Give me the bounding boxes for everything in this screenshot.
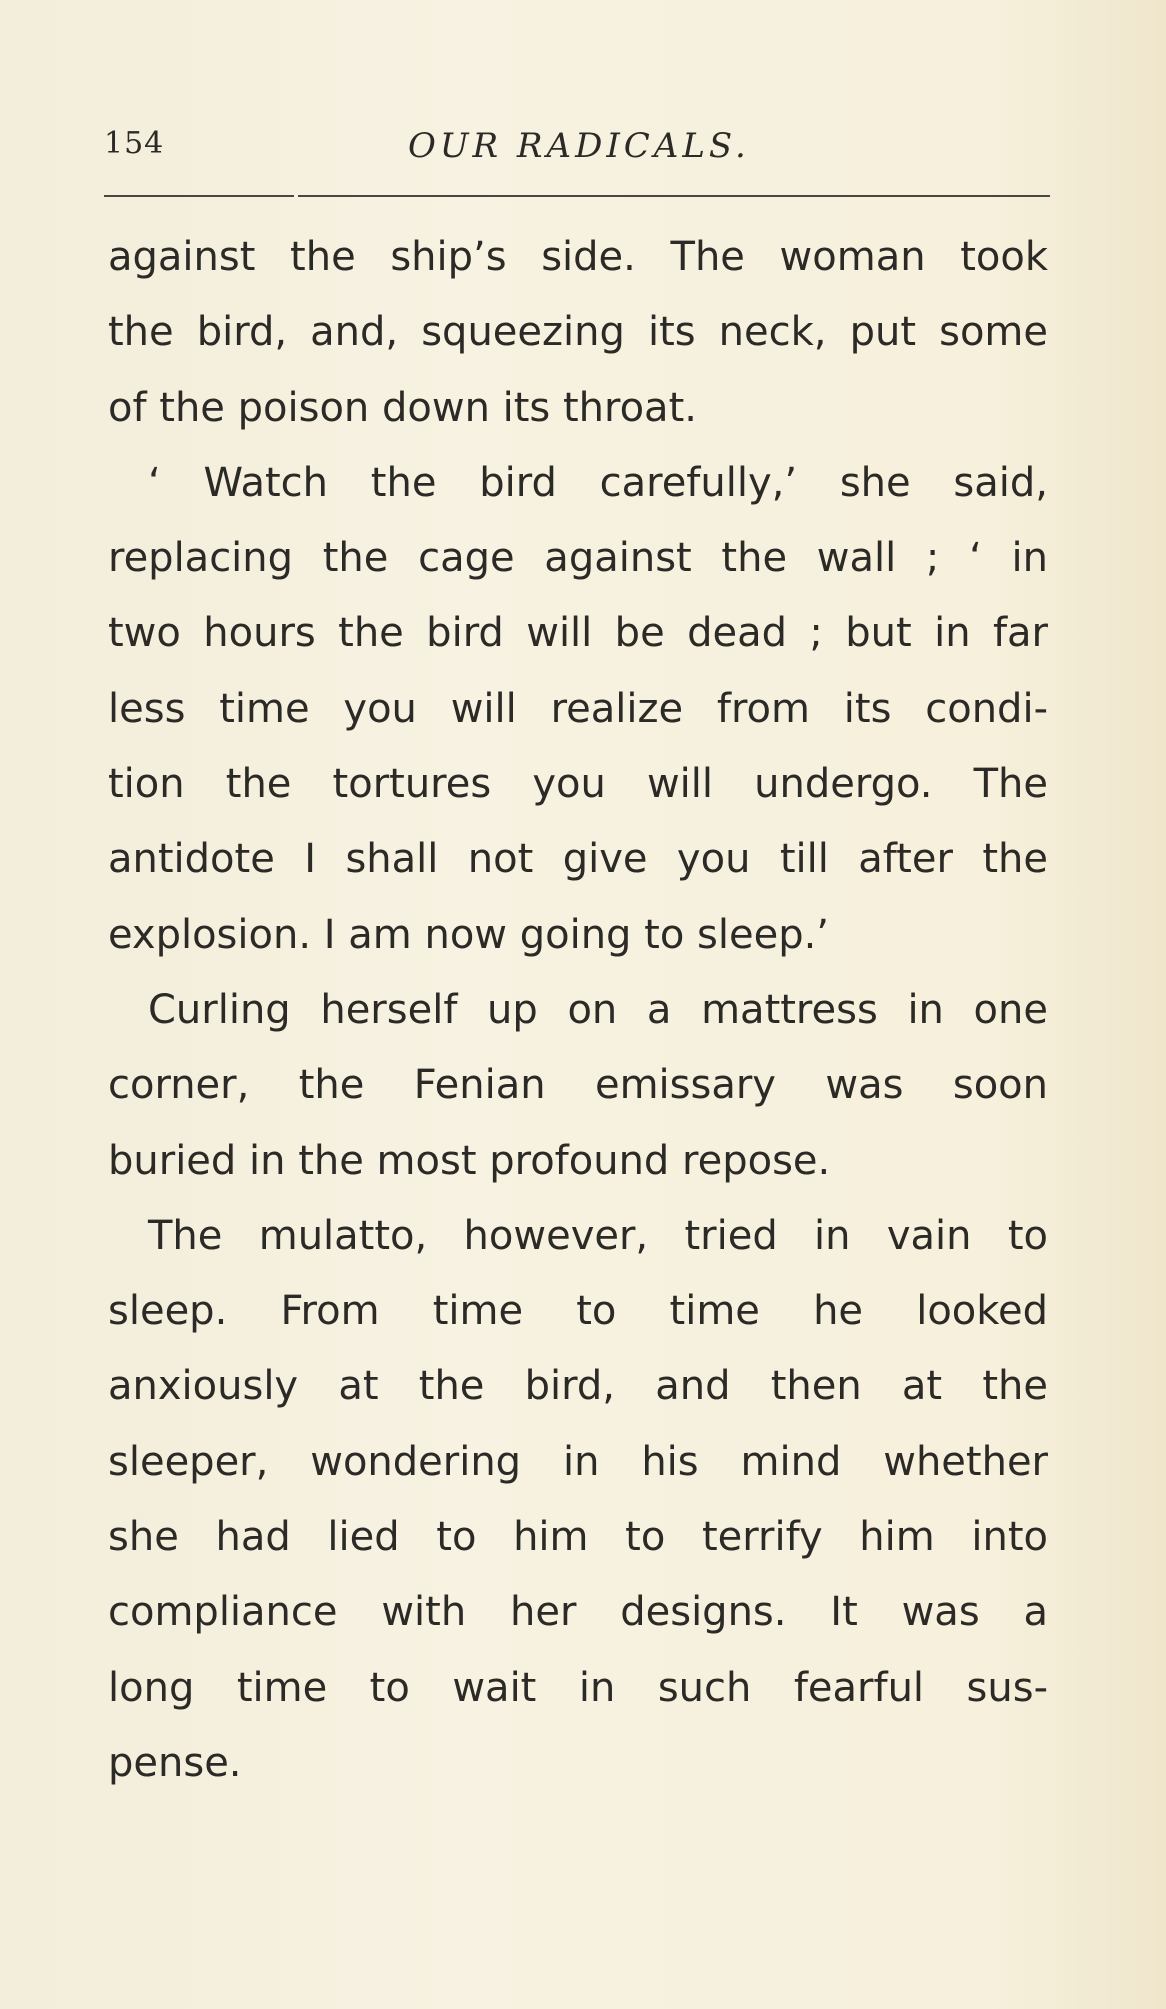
header-rule-right	[298, 195, 1050, 197]
text-line: antidote I shall not give you till after the	[108, 836, 1048, 883]
text-line: replacing the cage against the wall ; ‘ in	[108, 535, 1048, 582]
text-line: against the ship’s side. The woman took	[108, 234, 1048, 280]
text-line: explosion. I am now going to sleep.’	[108, 911, 830, 958]
text-line: Curling herself up on a mattress in one	[148, 986, 1048, 1033]
text-line: corner, the Fenian emissary was soon	[108, 1062, 1048, 1109]
text-line: ‘ Watch the bird carefully,’ she said,	[148, 459, 1048, 506]
text-line: pense.	[108, 1739, 242, 1786]
text-line: The mulatto, however, tried in vain to	[148, 1212, 1048, 1259]
text-line: sleeper, wondering in his mind whether	[108, 1438, 1048, 1485]
text-line: anxiously at the bird, and then at the	[108, 1363, 1048, 1410]
text-line: tion the tortures you will undergo. The	[108, 761, 1048, 808]
text-line: buried in the most profound repose.	[108, 1137, 831, 1184]
header-rule-left	[104, 195, 294, 197]
text-line: compliance with her designs. It was a	[108, 1589, 1048, 1636]
text-line: the bird, and, squeezing its neck, put some	[108, 309, 1048, 356]
body-text	[108, 220, 1048, 1801]
text-line: two hours the bird will be dead ; but in far	[108, 610, 1048, 657]
text-line: sleep. From time to time he looked	[108, 1288, 1048, 1335]
text-line: of the poison down its throat.	[108, 384, 697, 431]
page-number: 154	[104, 126, 165, 161]
page-header	[104, 126, 1052, 186]
running-head: OUR RADICALS.	[408, 126, 750, 166]
text-line: less time you will realize from its condi-	[108, 685, 1048, 732]
text-line: she had lied to him to terrify him into	[108, 1514, 1048, 1561]
text-line: long time to wait in such fearful sus-	[108, 1664, 1048, 1711]
